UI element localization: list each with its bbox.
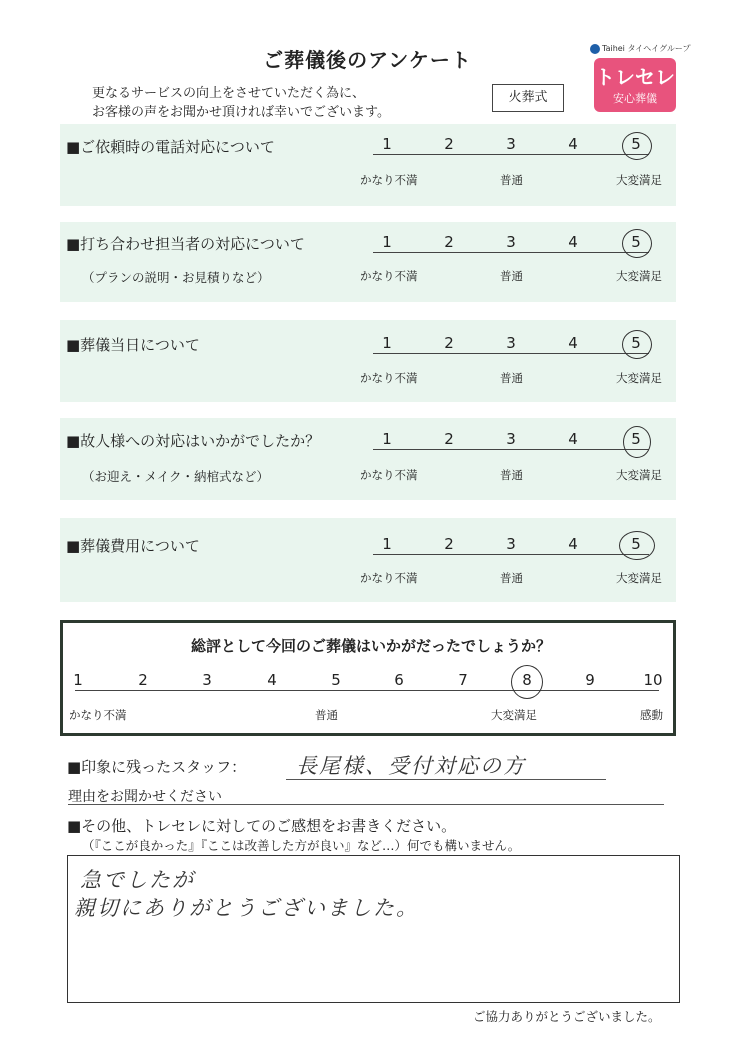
overall-number: 9 <box>585 671 595 689</box>
overall-label-top: 感動 <box>640 708 663 722</box>
thanks-text: ご協力ありがとうございました。 <box>473 1009 661 1024</box>
brand-name: トレセレ <box>595 65 675 89</box>
other-sub: （『ここが良かった』『ここは改善した方が良い』など…）何でも構いません。 <box>82 838 521 853</box>
scale-number: 5 <box>631 334 641 352</box>
overall-number: 4 <box>267 671 277 689</box>
question-1-band <box>60 124 676 206</box>
scale-low-label: かなり不満 <box>360 371 418 385</box>
scale-number: 5 <box>631 233 641 251</box>
scale-low-label: かなり不満 <box>360 468 418 482</box>
other-label: ■その他、トレセレに対してのご感想をお書きください。 <box>67 817 457 835</box>
scale-high-label: 大変満足 <box>616 269 662 283</box>
intro-text <box>92 84 390 122</box>
selected-circle <box>623 426 651 458</box>
staff-handwritten: 長尾様、受付対応の方 <box>296 754 526 778</box>
reason-underline <box>68 804 664 805</box>
question-3-band <box>60 320 676 402</box>
scale-line <box>373 554 649 555</box>
comment-box <box>67 855 680 1003</box>
selected-circle <box>622 229 652 258</box>
question-label: ■打ち合わせ担当者の対応について <box>66 235 305 253</box>
question-sub: （お迎え・メイク・納棺式など） <box>82 469 270 484</box>
scale-line <box>373 449 649 450</box>
overall-label-mid: 普通 <box>315 708 338 722</box>
scale-number: 3 <box>506 334 516 352</box>
comment-line-1: 急でしたが <box>80 868 195 892</box>
scale-high-label: 大変満足 <box>616 468 662 482</box>
group-name: Taihei タイヘイグループ <box>602 44 691 53</box>
scale-mid-label: 普通 <box>500 468 523 482</box>
scale-number: 2 <box>444 430 454 448</box>
scale-number: 5 <box>631 535 641 553</box>
overall-number: 5 <box>331 671 341 689</box>
overall-label-low: かなり不満 <box>69 708 127 722</box>
scale-high-label: 大変満足 <box>616 571 662 585</box>
scale-high-label: 大変満足 <box>616 173 662 187</box>
overall-question: 総評として今回のご葬儀はいかがだったでしょうか？ <box>190 637 551 655</box>
scale-mid-label: 普通 <box>500 571 523 585</box>
selected-circle <box>622 330 652 359</box>
scale-number: 3 <box>506 135 516 153</box>
staff-underline <box>286 779 606 780</box>
scale-mid-label: 普通 <box>500 371 523 385</box>
overall-number: 7 <box>458 671 468 689</box>
scale-number: 1 <box>382 430 392 448</box>
page-title: ご葬儀後のアンケート <box>263 48 472 72</box>
scale-number: 4 <box>568 535 578 553</box>
scale-line <box>373 154 649 155</box>
ceremony-type-box: 火葬式 <box>492 84 564 112</box>
scale-number: 2 <box>444 135 454 153</box>
scale-number: 1 <box>382 135 392 153</box>
selected-circle <box>622 132 652 160</box>
scale-low-label: かなり不満 <box>360 269 418 283</box>
question-4-band <box>60 418 676 500</box>
overall-number: 10 <box>643 671 663 689</box>
scale-mid-label: 普通 <box>500 173 523 187</box>
brand-tagline: 安心葬儀 <box>613 92 657 105</box>
overall-number: 6 <box>394 671 404 689</box>
question-2-band <box>60 222 676 302</box>
scale-mid-label: 普通 <box>500 269 523 283</box>
scale-number: 1 <box>382 233 392 251</box>
question-label: ■葬儀当日について <box>66 336 200 354</box>
scale-number: 3 <box>506 233 516 251</box>
intro-line-1: 更なるサービスの向上をさせていただく為に、 <box>92 86 366 101</box>
scale-number: 1 <box>382 334 392 352</box>
scale-line <box>373 252 649 253</box>
scale-number: 2 <box>444 535 454 553</box>
overall-number: 8 <box>522 671 532 689</box>
scale-number: 2 <box>444 233 454 251</box>
question-sub: （プランの説明・お見積りなど） <box>82 270 270 285</box>
scale-high-label: 大変満足 <box>616 371 662 385</box>
scale-number: 4 <box>568 135 578 153</box>
scale-low-label: かなり不満 <box>360 571 418 585</box>
scale-low-label: かなり不満 <box>360 173 418 187</box>
scale-number: 3 <box>506 535 516 553</box>
selected-circle <box>619 531 655 560</box>
scale-number: 5 <box>631 135 641 153</box>
question-label: ■ご依頼時の電話対応について <box>66 138 275 156</box>
scale-number: 3 <box>506 430 516 448</box>
question-label: ■葬儀費用について <box>66 537 200 555</box>
scale-number: 4 <box>568 334 578 352</box>
brand-logo <box>594 58 676 112</box>
overall-number: 2 <box>138 671 148 689</box>
scale-number: 5 <box>631 430 641 448</box>
overall-number: 3 <box>202 671 212 689</box>
scale-number: 1 <box>382 535 392 553</box>
reason-label: 理由をお聞かせください <box>68 789 222 805</box>
staff-label: ■印象に残ったスタッフ： <box>67 758 247 776</box>
scale-line <box>373 353 649 354</box>
comment-line-2: 親切にありがとうございました。 <box>74 896 419 920</box>
overall-selected-circle <box>511 665 543 699</box>
intro-line-2: お客様の声をお聞かせ頂ければ幸いでございます。 <box>92 105 390 120</box>
scale-number: 4 <box>568 430 578 448</box>
overall-scale-line <box>75 690 659 691</box>
overall-number: 1 <box>73 671 83 689</box>
overall-label-high: 大変満足 <box>491 708 537 722</box>
taihei-logo-icon <box>590 44 600 54</box>
overall-rating-box <box>60 620 676 736</box>
question-5-band <box>60 518 676 602</box>
group-logo <box>590 43 691 54</box>
scale-number: 2 <box>444 334 454 352</box>
scale-number: 4 <box>568 233 578 251</box>
question-label: ■故人様への対応はいかがでしたか？ <box>66 432 321 450</box>
